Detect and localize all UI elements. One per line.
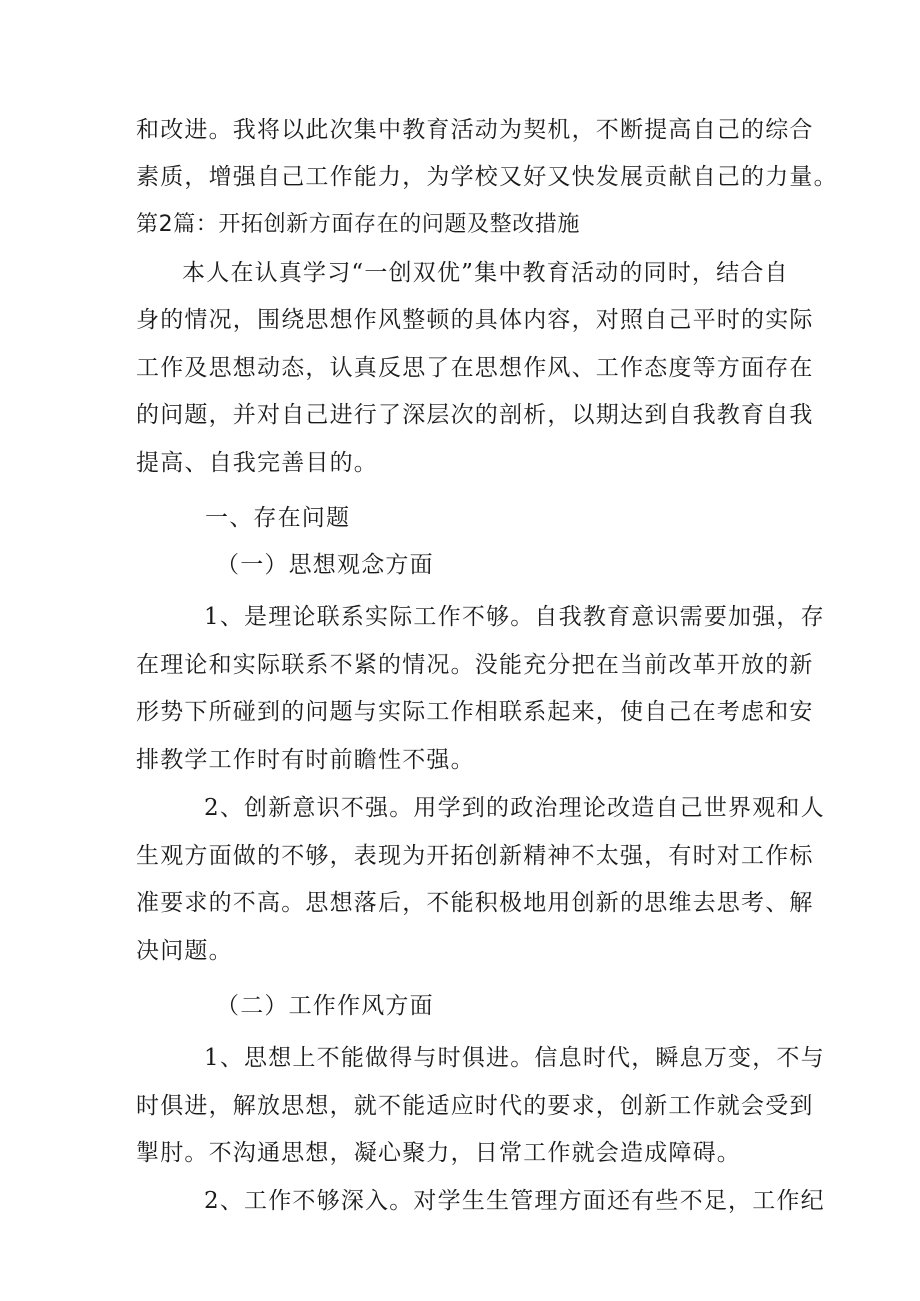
- paragraph-line: 身的情况，围绕思想作风整顿的具体内容，对照自己平时的实际: [136, 307, 814, 333]
- paragraph-line: 工作及思想动态，认真反思了在思想作风、工作态度等方面存在: [136, 355, 814, 381]
- paragraph-line: 本人在认真学习“一创双优”集中教育活动的同时，结合自: [182, 260, 789, 286]
- paragraph-line: 准要求的不高。思想落后，不能积极地用创新的思维去思考、解: [136, 890, 814, 916]
- paragraph-line: 2、工作不够深入。对学生生管理方面还有些不足，工作纪: [204, 1188, 825, 1214]
- paragraph-line: 的问题，并对自己进行了深层次的剖析，以期达到自我教育自我: [136, 402, 814, 428]
- paragraph-line: 生观方面做的不够，表现为开拓创新精神不太强，有时对工作标: [136, 843, 814, 869]
- paragraph-line: 素质，增强自己工作能力，为学校又好又快发展贡献自己的力量。: [136, 164, 838, 190]
- paragraph-line: 2、创新意识不强。用学到的政治理论改造自己世界观和人: [204, 795, 825, 821]
- paragraph-line: 和改进。我将以此次集中教育活动为契机，不断提高自己的综合: [136, 117, 814, 143]
- paragraph-line: 提高、自我完善目的。: [136, 450, 378, 476]
- paragraph-line: 在理论和实际联系不紧的情况。没能充分把在当前改革开放的新: [136, 652, 814, 678]
- paragraph-line: 排教学工作时有时前瞻性不强。: [136, 747, 475, 773]
- section-title: 第2篇：开拓创新方面存在的问题及整改措施: [136, 212, 580, 237]
- paragraph-line: 1、是理论联系实际工作不够。自我教育意识需要加强，存: [204, 604, 825, 630]
- paragraph-line: 时俱进，解放思想，就不能适应时代的要求，创新工作就会受到: [136, 1093, 814, 1119]
- paragraph-line: 决问题。: [136, 938, 233, 964]
- paragraph-line: 1、思想上不能做得与时俱进。信息时代，瞬息万变，不与: [204, 1045, 825, 1071]
- paragraph-line: 形势下所碰到的问题与实际工作相联系起来，使自己在考虑和安: [136, 699, 814, 725]
- paragraph-line: 掣肘。不沟通思想，凝心聚力，日常工作就会造成障碍。: [136, 1140, 741, 1166]
- subheading: 一、存在问题: [205, 505, 351, 531]
- subheading: （二）工作作风方面: [216, 993, 434, 1019]
- subheading: （一）思想观念方面: [216, 552, 434, 578]
